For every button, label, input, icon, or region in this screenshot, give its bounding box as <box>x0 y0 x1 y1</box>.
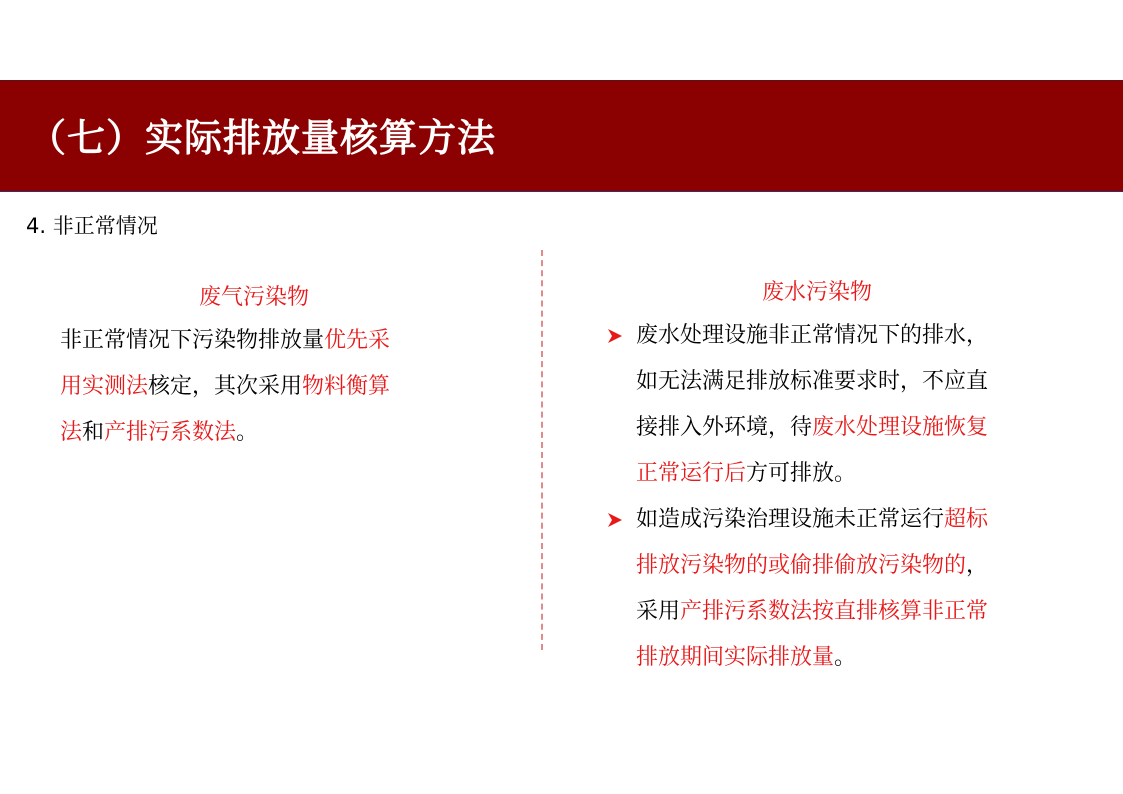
bullet-line <box>636 589 1076 635</box>
page-title: （七）实际排放量核算方法 <box>28 115 497 160</box>
column-divider <box>541 250 543 650</box>
highlight-run: 法 <box>60 420 83 445</box>
text-run: 废水处理设施非正常情况下的排水， <box>636 323 989 348</box>
highlight-run: 排放污染物的或偷排偷放污染物的 <box>636 553 967 578</box>
highlight-run: 物料衡算 <box>302 374 391 399</box>
highlight-run: 优先采 <box>324 328 391 353</box>
highlight-run: 产排污系数法按直排核算非正常 <box>680 599 989 624</box>
title-banner <box>0 80 1123 192</box>
highlight-run: 排放期间实际排放量 <box>636 645 835 670</box>
bullet-line <box>636 635 1076 681</box>
text-run: 如造成污染治理设施未正常运行 <box>636 507 945 532</box>
exhaust-gas-paragraph <box>60 318 460 456</box>
highlight-run: 正常运行后 <box>636 461 747 486</box>
bullet-item-2 <box>606 497 1076 681</box>
text-run: 和 <box>82 420 105 445</box>
bullet-line <box>636 313 1076 359</box>
highlight-run: 用实测法 <box>60 374 149 399</box>
text-run: 核定，其次采用 <box>148 374 303 399</box>
text-run: ， <box>966 553 989 578</box>
section-label: 4. 非正常情况 <box>26 214 158 238</box>
text-run: 。 <box>236 420 259 445</box>
highlight-run: 超标 <box>944 507 989 532</box>
highlight-run: 废水处理设施恢复 <box>812 415 989 440</box>
bullet-text <box>636 313 1076 497</box>
bullet-line <box>636 497 1076 543</box>
text-run: 。 <box>834 645 857 670</box>
bullet-line <box>636 451 1076 497</box>
paragraph-line <box>60 364 460 410</box>
bullet-line <box>636 405 1076 451</box>
paragraph-line <box>60 410 460 456</box>
exhaust-gas-heading: 废气污染物 <box>199 285 310 310</box>
bullet-line <box>636 359 1076 405</box>
text-run: 如无法满足排放标准要求时，不应直 <box>636 369 989 394</box>
highlight-run: 产排污系数法 <box>104 420 237 445</box>
bullet-text <box>636 497 1076 681</box>
paragraph-line <box>60 318 460 364</box>
arrow-bullet-icon <box>606 511 624 529</box>
text-run: 非正常情况下污染物排放量 <box>60 328 325 353</box>
bullet-line <box>636 543 1076 589</box>
text-run: 采用 <box>636 599 681 624</box>
wastewater-heading: 废水污染物 <box>762 280 873 305</box>
text-run: 方可排放。 <box>746 461 857 486</box>
text-run: 接排入外环境，待 <box>636 415 813 440</box>
bullet-item-1 <box>606 313 1076 497</box>
arrow-bullet-icon <box>606 327 624 345</box>
